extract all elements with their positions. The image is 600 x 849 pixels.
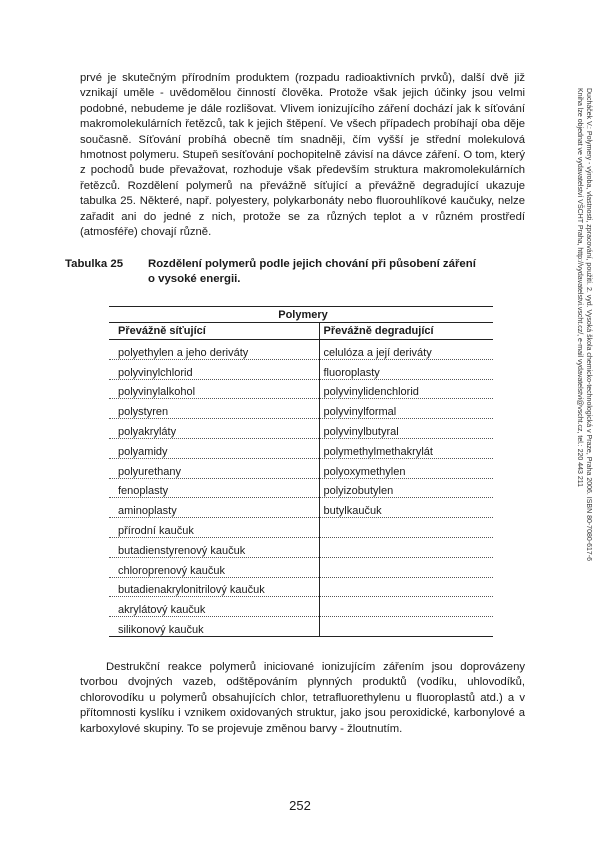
table-row	[109, 478, 493, 498]
cell-degrading	[319, 597, 493, 617]
table-row	[109, 597, 493, 617]
page-number: 252	[289, 798, 311, 813]
cell-degrading: celulóza a její deriváty	[319, 340, 493, 360]
cell-crosslinking: přírodní kaučuk	[109, 518, 319, 538]
cell-degrading	[319, 537, 493, 557]
table-row	[109, 399, 493, 419]
cell-degrading: polymethylmethakrylát	[319, 438, 493, 458]
cell-crosslinking: butadienstyrenový kaučuk	[109, 537, 319, 557]
cell-degrading: fluoroplasty	[319, 359, 493, 379]
table-caption-line2: o vysoké energii.	[148, 273, 241, 285]
cell-degrading: polyvinylbutyral	[319, 419, 493, 439]
column-header-degrading: Převážně degradující	[319, 323, 493, 340]
cell-crosslinking: polyethylen a jeho deriváty	[109, 340, 319, 360]
table-row	[109, 458, 493, 478]
column-header-crosslinking: Převážně síťující	[109, 323, 319, 340]
cell-degrading	[319, 518, 493, 538]
table-row	[109, 359, 493, 379]
side-citation	[577, 88, 597, 648]
table-row	[109, 340, 493, 360]
table-row	[109, 419, 493, 439]
cell-crosslinking: aminoplasty	[109, 498, 319, 518]
cell-crosslinking: butadienakrylonitrilový kaučuk	[109, 577, 319, 597]
table-body	[109, 340, 493, 637]
cell-crosslinking: polyvinylalkohol	[109, 379, 319, 399]
cell-crosslinking: akrylátový kaučuk	[109, 597, 319, 617]
cell-crosslinking: polyamidy	[109, 438, 319, 458]
cell-degrading: polyvinylformal	[319, 399, 493, 419]
cell-degrading	[319, 557, 493, 577]
cell-crosslinking: silikonový kaučuk	[109, 617, 319, 637]
table-row	[109, 537, 493, 557]
cell-degrading: polyizobutylen	[319, 478, 493, 498]
cell-crosslinking: polystyren	[109, 399, 319, 419]
cell-degrading	[319, 577, 493, 597]
table-row	[109, 498, 493, 518]
cell-degrading: polyoxymethylen	[319, 458, 493, 478]
table-caption-text	[148, 257, 518, 287]
cell-degrading: butylkaučuk	[319, 498, 493, 518]
table-caption-label: Tabulka 25	[65, 258, 124, 270]
table-row	[109, 518, 493, 538]
table-row	[109, 617, 493, 637]
table-row	[109, 577, 493, 597]
cell-crosslinking: polyurethany	[109, 458, 319, 478]
cell-degrading	[319, 617, 493, 637]
side-citation-line2: Kniha lze objednat ve vydavatelství VŠCHT Praha, http://vydavatelstvi.vscht.cz/, e-mail vydavatelstvi@vscht.cz, tel.: 220 443 211	[576, 88, 583, 488]
cell-crosslinking: polyakryláty	[109, 419, 319, 439]
cell-degrading: polyvinylidenchlorid	[319, 379, 493, 399]
cell-crosslinking: polyvinylchlorid	[109, 359, 319, 379]
polymer-table	[109, 306, 493, 637]
table-caption-line1: Rozdělení polymerů podle jejich chování při působení záření	[148, 258, 476, 270]
paragraph-destruction: Destrukční reakce polymerů iniciované ionizujícím zářením jsou doprovázeny tvorbou dvojných vazeb, odštěpováním plynných produktů (vodíku, uhlovodíků, chlorovodíku u polymerů obsahujících chlor, tetrafluorethylenu u fluoroplastů atd.) a v přítomnosti kyslíku i vznikem oxidovaných struktur, jako jsou peroxidické, karbonylové a karboxylové skupiny. To se projevuje změnou barvy - žloutnutím.	[80, 661, 525, 735]
cell-crosslinking: fenoplasty	[109, 478, 319, 498]
table-row	[109, 557, 493, 577]
paragraph-intro: prvé je skutečným přírodním produktem (rozpadu radioaktivních prvků), další dvě již vznikají uměle - uvědomělou činností člověka. Protože však jejich účinky jsou velmi podobné, nebudeme je dále rozlišovat. Vlivem ionizujícího záření dochází jak k síťování makromolekulárních řetězců, tak k jejich štěpení. Ve všech případech probíhají oba děje současně. Síťování probíhá obecně tím snadněji, čím vyšší je střední molekulová hmotnost polymeru. Stupeň sesíťování pochopitelně závisí na dávce záření. O tom, který z pochodů bude převažovat, rozhoduje však především struktura makromolekulárních řetězců. Rozdělení polymerů na převážně síťující a převážně degradující ukazuje tabulka 25. Některé, např. polyestery, polykarbonáty nebo fluorouhlíkové kaučuky, nelze zařadit ani do jedné z nich, protože se za různých teplot a v různém prostředí (atmosféře) chovají různě.	[80, 72, 525, 239]
table-row	[109, 379, 493, 399]
table-row	[109, 438, 493, 458]
cell-crosslinking: chloroprenový kaučuk	[109, 557, 319, 577]
side-citation-line1: Ducháček V.: Polymery - výroba, vlastnosti, zpracování, použití. 2. vyd. Vysoká škola chemicko-technologická v Praze, Praha 2006. ISBN 80-7080-617-6	[585, 88, 592, 561]
table-title: Polymery	[109, 307, 493, 323]
